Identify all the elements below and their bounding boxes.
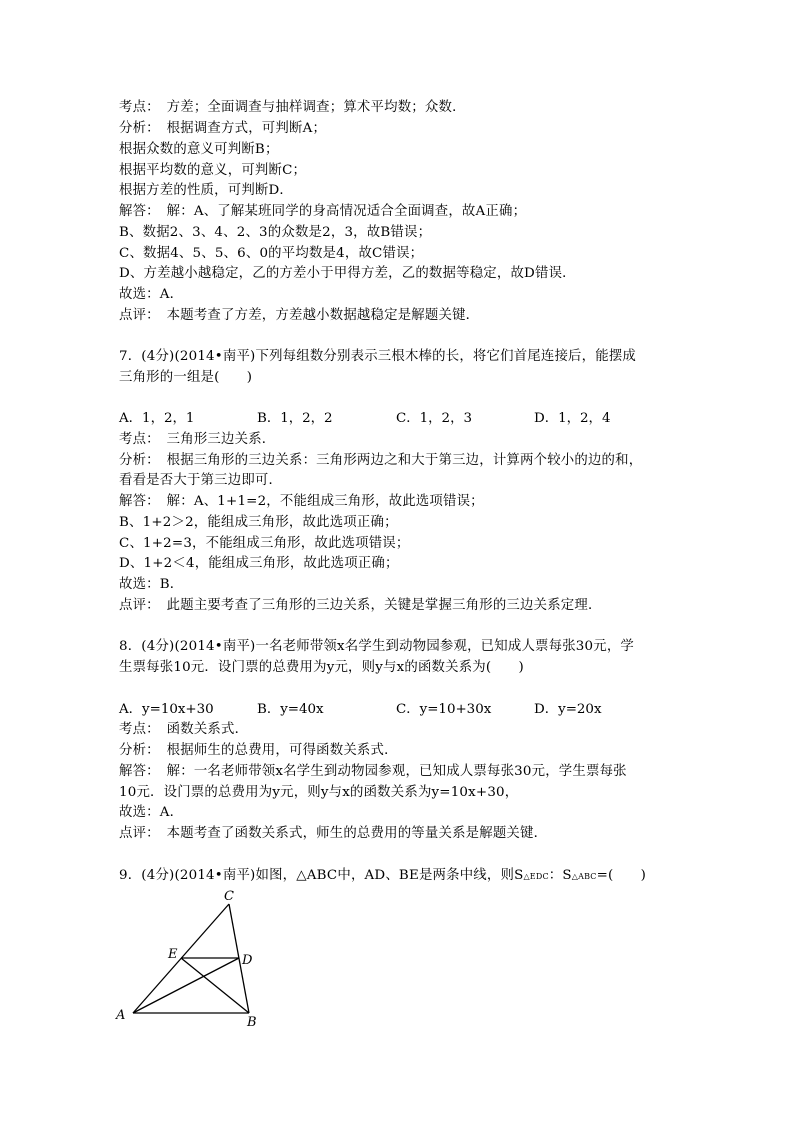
q9-stem-prefix: 9．(4分)(2014•南平)如图，△ABC中，AD、BE是两条中线，则S: [119, 868, 524, 883]
q6-fenxi-1: 分析： 根据调查方式，可判断A；: [119, 121, 327, 136]
q8-kaodian: 考点： 函数关系式．: [119, 722, 249, 737]
q8-option-a: A．y=10x+30: [119, 702, 214, 717]
q7-fenxi-1: 分析： 根据三角形的三边关系：三角形两边之和大于第三边，计算两个较小的边的和，: [119, 453, 643, 468]
q6-jieda-4: D、方差越小越稳定，乙的方差小于甲得方差，乙的数据等稳定，故D错误．: [119, 266, 576, 281]
q7-option-a: A．1，2，1: [119, 411, 195, 426]
q6-fenxi-3: 根据平均数的意义，可判断C；: [119, 163, 307, 178]
q8-guxuan: 故选：A．: [119, 805, 184, 820]
label-c: C: [224, 889, 234, 904]
q8-stem-1: 8．(4分)(2014•南平)一名老师带领x名学生到动物园参观，已知成人票每张30元，学: [119, 639, 635, 654]
q6-guxuan: 故选：A．: [119, 287, 184, 302]
q9-stem-suffix: =( ): [596, 868, 647, 883]
q9-sub-abc: △ABC: [571, 872, 597, 881]
label-d: D: [242, 953, 253, 968]
q8-stem-2: 生票每张10元．设门票的总费用为y元，则y与x的函数关系为( ): [119, 660, 524, 675]
label-a: A: [116, 1008, 126, 1023]
q6-kaodian: 考点： 方差；全面调查与抽样调查；算术平均数；众数．: [119, 100, 466, 115]
q8-option-d: D．y=20x: [534, 702, 602, 717]
median-be: [181, 958, 249, 1013]
label-e: E: [168, 947, 178, 962]
q7-jieda-4: D、1+2＜4，能组成三角形，故此选项正确；: [119, 556, 399, 571]
label-b: B: [247, 1015, 257, 1030]
q7-jieda-1: 解答： 解：A、1+1=2，不能组成三角形，故此选项错误；: [119, 494, 484, 509]
q7-stem-1: 7．(4分)(2014•南平)下列每组数分别表示三根木棒的长，将它们首尾连接后，能摆成: [119, 349, 637, 364]
q7-dianping: 点评： 此题主要考查了三角形的三边关系，关键是掌握三角形的三边关系定理．: [119, 598, 602, 613]
q7-option-d: D．1，2，4: [534, 411, 611, 426]
q8-option-c: C．y=10+30x: [396, 702, 492, 717]
q7-kaodian: 考点： 三角形三边关系．: [119, 432, 276, 447]
q8-dianping: 点评： 本题考查了函数关系式，师生的总费用的等量关系是解题关键．: [119, 826, 548, 841]
q6-jieda-1: 解答： 解：A、了解某班同学的身高情况适合全面调查，故A正确；: [119, 204, 527, 219]
q8-option-b: B．y=40x: [257, 702, 324, 717]
triangle-figure: [112, 888, 282, 1033]
median-ad: [133, 958, 239, 1013]
q7-option-c: C．1，2，3: [396, 411, 472, 426]
q9-sub-edc: △EDC: [523, 872, 549, 881]
q8-jieda-2: 10元．设门票的总费用为y元，则y与x的函数关系为y=10x+30，: [119, 785, 519, 800]
q8-jieda-1: 解答： 解：一名老师带领x名学生到动物园参观，已知成人票每张30元，学生票每张: [119, 764, 627, 779]
q7-fenxi-2: 看看是否大于第三边即可．: [119, 473, 283, 488]
q8-fenxi: 分析： 根据师生的总费用，可得函数关系式．: [119, 743, 398, 758]
q7-option-b: B．1，2，2: [257, 411, 333, 426]
q7-jieda-2: B、1+2＞2，能组成三角形，故此选项正确；: [119, 515, 398, 530]
q9-colon: ：S: [548, 868, 572, 883]
q7-stem-2: 三角形的一组是( ): [119, 370, 253, 385]
q6-jieda-3: C、数据4、5、5、6、0的平均数是4，故C错误；: [119, 246, 424, 261]
q7-jieda-3: C、1+2=3，不能组成三角形，故此选项错误；: [119, 536, 410, 551]
q7-guxuan: 故选：B．: [119, 577, 184, 592]
q9-stem: [119, 866, 646, 887]
q6-dianping: 点评： 本题考查了方差，方差越小数据越稳定是解题关键．: [119, 308, 480, 323]
q6-fenxi-2: 根据众数的意义可判断B；: [119, 142, 279, 157]
q6-fenxi-4: 根据方差的性质，可判断D．: [119, 183, 294, 198]
q6-jieda-2: B、数据2、3、4、2、3的众数是2，3，故B错误；: [119, 225, 432, 240]
